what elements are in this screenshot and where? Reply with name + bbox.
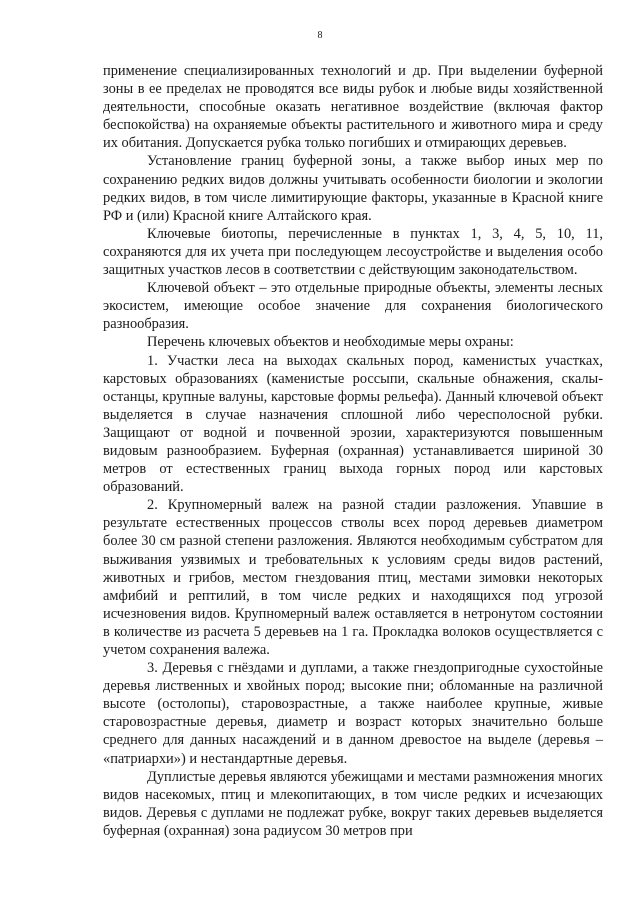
paragraph-item-3-nest-trees: 3. Деревья с гнёздами и дуплами, а также гнездопригодные сухостойные деревья лиственных и хвойных пород; высокие пни; обломанные на различной высоте (остолопы), старовозрастные, а также наиболее крупные, живые старовозрастные деревья, диаметр и возраст которых значительно больше среднего для данных насаждений и в данном древостое на выделе (деревья – «патриархи») и нестандартные деревья. <box>103 660 603 767</box>
body-text <box>103 62 603 840</box>
paragraph-buffer-zone-continuation: применение специализированных технологий и др. При выделении буферной зоны в ее пределах не проводятся все виды рубок и любые виды хозяйственной деятельности, способные оказать негативное воздействие (включая фактор беспокойства) на охраняемые объекты растительного и животного мира и среду их обитания. Допускается рубка только погибших и отмирающих деревьев. <box>103 63 603 152</box>
paragraph-buffer-zone-boundaries: Установление границ буферной зоны, а также выбор иных мер по сохранению редких видов должны учитывать особенности биологии и экологии редких видов, в том числе лимитирующие факторы, указанные в Красной книге РФ и (или) Красной книге Алтайского края. <box>103 153 603 224</box>
paragraph-item-1-rocky-areas: 1. Участки леса на выходах скальных пород, каменистых участках, карстовых образованиях (каменистые россыпи, скальные обнажения, скалы-останцы, крупные валуны, карстовые формы рельефа). Данный ключевой объект выделяется в случае назначения сплошной либо чересполосной рубки. Защищают от водной и почвенной эрозии, характеризуются повышенным видовым разнообразием. Буферная (охранная) устанавливается шириной 30 метров от естественных границ выхода горных пород или карстовых образований. <box>103 352 603 496</box>
paragraph-key-object-definition: Ключевой объект – это отдельные природные объекты, элементы лесных экосистем, имеющие особое значение для сохранения биологического разнообразия. <box>103 280 603 333</box>
paragraph-item-2-deadwood: 2. Крупномерный валеж на разной стадии разложения. Упавшие в результате естественных процессов стволы всех пород деревьев диаметром более 30 см разной степени разложения. Являются необходимым субстратом для выживания уязвимых и требовательных к условиям среды видов растений, животных и грибов, местом гнездования птиц, местами зимовки некоторых амфибий и рептилий, в том числе редких и находящихся под угрозой исчезновения видов. Крупномерный валеж оставляется в нетронутом состоянии в количестве из расчета 5 деревьев на 1 га. Прокладка волоков осуществляется с учетом сохранения валежа. <box>103 497 603 658</box>
paragraph-hollow-trees: Дуплистые деревья являются убежищами и местами размножения многих видов насекомых, птиц и млекопитающих, в том числе редких и исчезающих видов. Деревья с дуплами не подлежат рубке, вокруг таких деревьев выделяется буферная (охранная) зона радиусом 30 метров при <box>103 768 603 839</box>
paragraph-key-objects-list-intro: Перечень ключевых объектов и необходимые меры охраны: <box>147 334 514 351</box>
page-number: 8 <box>317 30 323 41</box>
paragraph-key-biotopes: Ключевые биотопы, перечисленные в пунктах 1, 3, 4, 5, 10, 11, сохраняются для их учета при последующем лесоустройстве и выделения особо защитных участков лесов в соответствии с действующим законодательством. <box>103 225 603 279</box>
